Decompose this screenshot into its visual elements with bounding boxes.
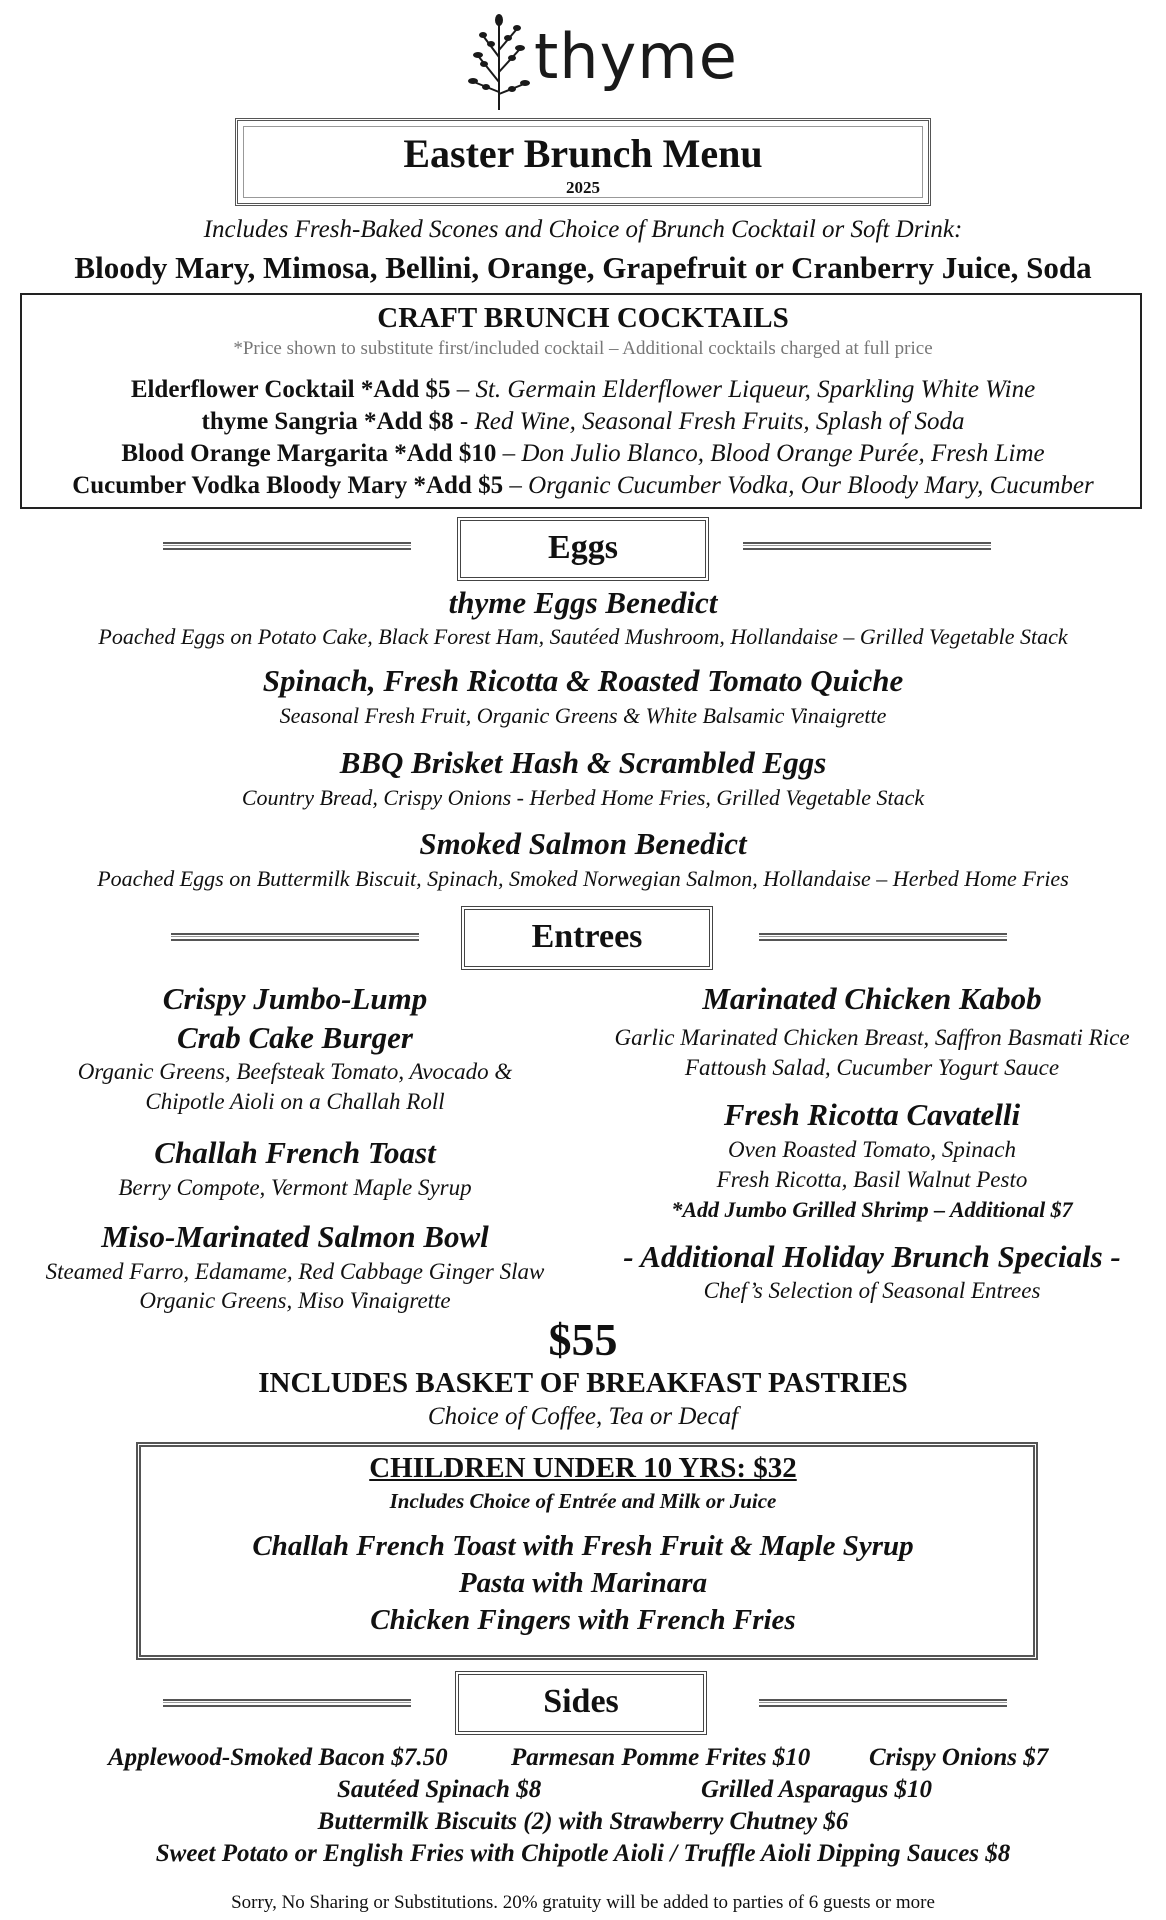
logo-wordmark: thyme <box>534 20 738 93</box>
entrees-left-column <box>10 979 580 1315</box>
thyme-sprig-icon <box>464 12 534 112</box>
children-heading: CHILDREN UNDER 10 YRS: $32 <box>369 1452 797 1484</box>
divider-rule <box>171 933 419 941</box>
intro-line-1: Includes Fresh-Baked Scones and Choice of Brunch Cocktail or Soft Drink: <box>203 216 963 243</box>
cocktail-item: Blood Orange Margarita *Add $10 – Don Julio Blanco, Blood Orange Purée, Fresh Lime <box>121 440 1045 467</box>
page-year: 2025 <box>566 178 600 197</box>
side-item: Crispy Onions $7 <box>869 1744 1049 1771</box>
entree-desc: Fattoush Salad, Cucumber Yogurt Sauce <box>684 1055 1060 1080</box>
side-item: Applewood-Smoked Bacon $7.50 <box>108 1744 448 1771</box>
divider-rule <box>163 542 411 550</box>
intro-line-2: Bloody Mary, Mimosa, Bellini, Orange, Grapefruit or Cranberry Juice, Soda <box>74 250 1092 285</box>
entree-desc: Chipotle Aioli on a Challah Roll <box>145 1089 445 1114</box>
divider-rule <box>759 933 1007 941</box>
divider-rule <box>759 1699 1007 1707</box>
divider-rule <box>743 542 991 550</box>
entree-name: Crab Cake Burger <box>177 1020 413 1055</box>
side-item: Grilled Asparagus $10 <box>701 1776 933 1803</box>
entree-name: Marinated Chicken Kabob <box>702 981 1042 1016</box>
price-drinks: Choice of Coffee, Tea or Decaf <box>427 1403 739 1430</box>
entree-desc: Organic Greens, Miso Vinaigrette <box>139 1288 451 1313</box>
egg-item-desc: Seasonal Fresh Fruit, Organic Greens & White Balsamic Vinaigrette <box>279 703 887 728</box>
egg-item-name: BBQ Brisket Hash & Scrambled Eggs <box>339 745 827 780</box>
egg-item-name: Spinach, Fresh Ricotta & Roasted Tomato Quiche <box>262 663 904 698</box>
egg-item-name: thyme Eggs Benedict <box>448 585 718 620</box>
logo <box>460 12 738 117</box>
entree-addon: *Add Jumbo Grilled Shrimp – Additional $7 <box>671 1197 1073 1222</box>
page-title: Easter Brunch Menu <box>403 131 763 176</box>
price-includes: INCLUDES BASKET OF BREAKFAST PASTRIES <box>258 1367 908 1399</box>
side-item: Sweet Potato or English Fries with Chipotle Aioli / Truffle Aioli Dipping Sauces $8 <box>155 1840 1011 1867</box>
children-item: Challah French Toast with Fresh Fruit & Maple Syrup <box>252 1530 914 1562</box>
children-sub: Includes Choice of Entrée and Milk or Juice <box>389 1489 777 1513</box>
entree-desc: Oven Roasted Tomato, Spinach <box>728 1137 1016 1162</box>
entree-desc: Steamed Farro, Edamame, Red Cabbage Ginger Slaw <box>45 1259 545 1284</box>
egg-item-desc: Poached Eggs on Buttermilk Biscuit, Spinach, Smoked Norwegian Salmon, Hollandaise – Herbed Home Fries <box>97 866 1069 891</box>
cocktail-item: Cucumber Vodka Bloody Mary *Add $5 – Organic Cucumber Vodka, Our Bloody Mary, Cucumber <box>72 472 1094 499</box>
side-item: Parmesan Pomme Frites $10 <box>511 1744 811 1771</box>
eggs-heading: Eggs <box>457 517 709 581</box>
egg-item-desc: Country Bread, Crispy Onions - Herbed Home Fries, Grilled Vegetable Stack <box>241 785 925 810</box>
entree-desc: Organic Greens, Beefsteak Tomato, Avocado & <box>77 1059 513 1084</box>
entree-name: Fresh Ricotta Cavatelli <box>723 1097 1021 1132</box>
cocktail-item: Elderflower Cocktail *Add $5 – St. Germain Elderflower Liqueur, Sparkling White Wine <box>130 376 1036 403</box>
entrees-heading: Entrees <box>461 906 713 970</box>
sides-heading: Sides <box>455 1671 707 1735</box>
entree-desc: Garlic Marinated Chicken Breast, Saffron Basmati Rice <box>614 1025 1130 1050</box>
entree-desc: Chef’s Selection of Seasonal Entrees <box>703 1278 1041 1303</box>
side-item: Buttermilk Biscuits (2) with Strawberry Chutney $6 <box>317 1808 849 1835</box>
children-item: Pasta with Marinara <box>458 1567 708 1599</box>
price-amount: $55 <box>548 1314 618 1365</box>
cocktails-heading: CRAFT BRUNCH COCKTAILS <box>377 302 789 334</box>
cocktail-item: thyme Sangria *Add $8 - Red Wine, Seasonal Fresh Fruits, Splash of Soda <box>201 408 965 435</box>
children-item: Chicken Fingers with French Fries <box>370 1604 796 1636</box>
entrees-right-column <box>588 979 1156 1305</box>
egg-item-desc: Poached Eggs on Potato Cake, Black Forest Ham, Sautéed Mushroom, Hollandaise – Grilled Vegetable Stack <box>98 624 1068 649</box>
entree-specials: - Additional Holiday Brunch Specials - <box>623 1239 1121 1274</box>
entree-name: Challah French Toast <box>154 1135 436 1170</box>
egg-item-name: Smoked Salmon Benedict <box>419 826 747 861</box>
divider-rule <box>163 1699 411 1707</box>
footer-note: Sorry, No Sharing or Substitutions. 20% gratuity will be added to parties of 6 guests or more <box>231 1892 935 1913</box>
side-item: Sautéed Spinach $8 <box>337 1776 542 1803</box>
children-items <box>0 1528 1166 1639</box>
entree-desc: Fresh Ricotta, Basil Walnut Pesto <box>716 1167 1028 1192</box>
cocktails-note: *Price shown to substitute first/included cocktail – Additional cocktails charged at full price <box>233 338 933 359</box>
entree-desc: Berry Compote, Vermont Maple Syrup <box>118 1175 472 1200</box>
entree-name: Miso-Marinated Salmon Bowl <box>101 1219 489 1254</box>
cocktails-list <box>0 374 1166 502</box>
entree-name: Crispy Jumbo-Lump <box>162 981 428 1016</box>
